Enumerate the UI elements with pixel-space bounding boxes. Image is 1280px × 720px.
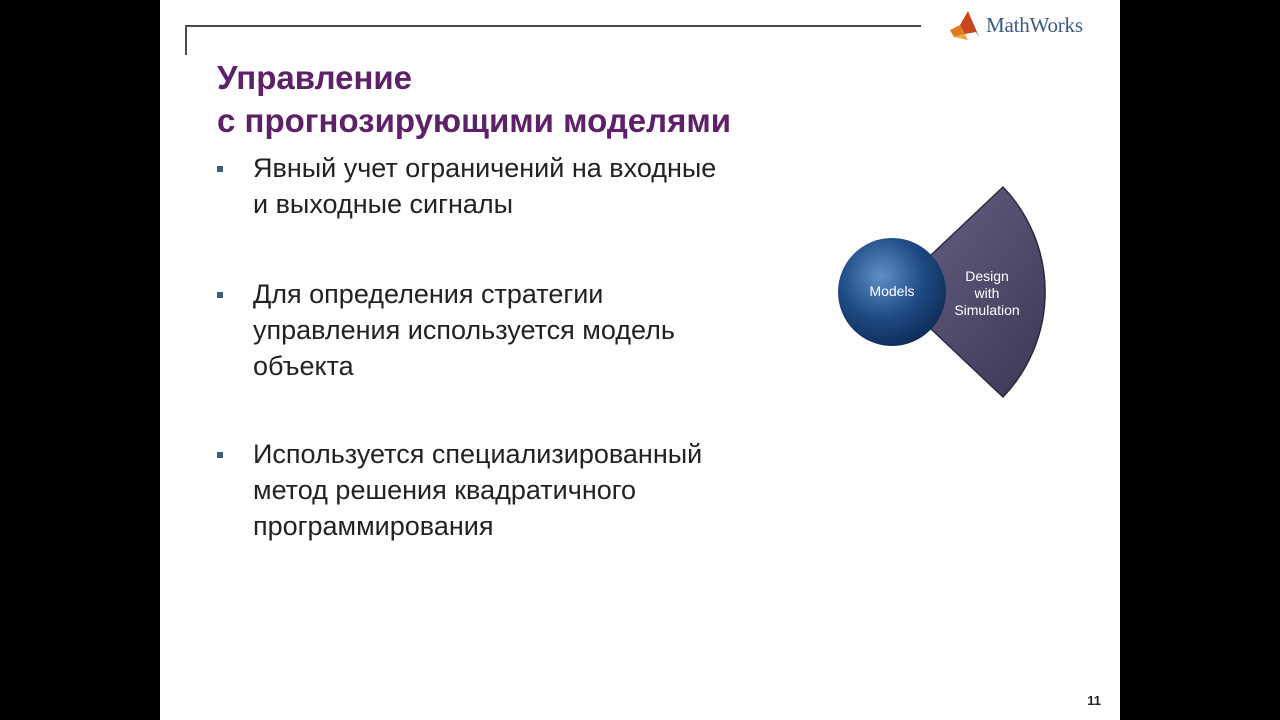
page-number: 11 xyxy=(1087,693,1101,708)
brand-name: MathWorks xyxy=(986,12,1083,37)
bullet-item xyxy=(217,150,798,222)
slide xyxy=(160,0,1120,720)
mathworks-logo xyxy=(948,8,1083,42)
bullet-text: Явный учет ограничений на входные и выходные сигналы xyxy=(253,153,717,219)
slide-title-line-1: Управление xyxy=(217,59,413,96)
bullet-item xyxy=(217,276,798,384)
bullet-text: Используется специализированный метод решения квадратичного программирования xyxy=(253,439,703,541)
slide-title-line-2: с прогнозирующими моделями xyxy=(217,102,732,139)
with-label: with xyxy=(974,285,1000,301)
simulation-label: Simulation xyxy=(954,302,1020,318)
bullet-square-icon xyxy=(217,166,223,172)
bullet-item xyxy=(217,436,798,544)
bullet-square-icon xyxy=(217,292,223,298)
header-rule xyxy=(185,25,921,27)
slide-title xyxy=(217,56,731,142)
design-label: Design xyxy=(965,268,1009,284)
bullet-square-icon xyxy=(217,452,223,458)
header-corner-rule xyxy=(185,25,187,55)
mathworks-membrane-icon xyxy=(948,8,982,42)
models-design-diagram xyxy=(832,180,1062,405)
models-label: Models xyxy=(869,283,915,299)
bullet-text: Для определения стратегии управления используется модель объекта xyxy=(253,279,675,381)
